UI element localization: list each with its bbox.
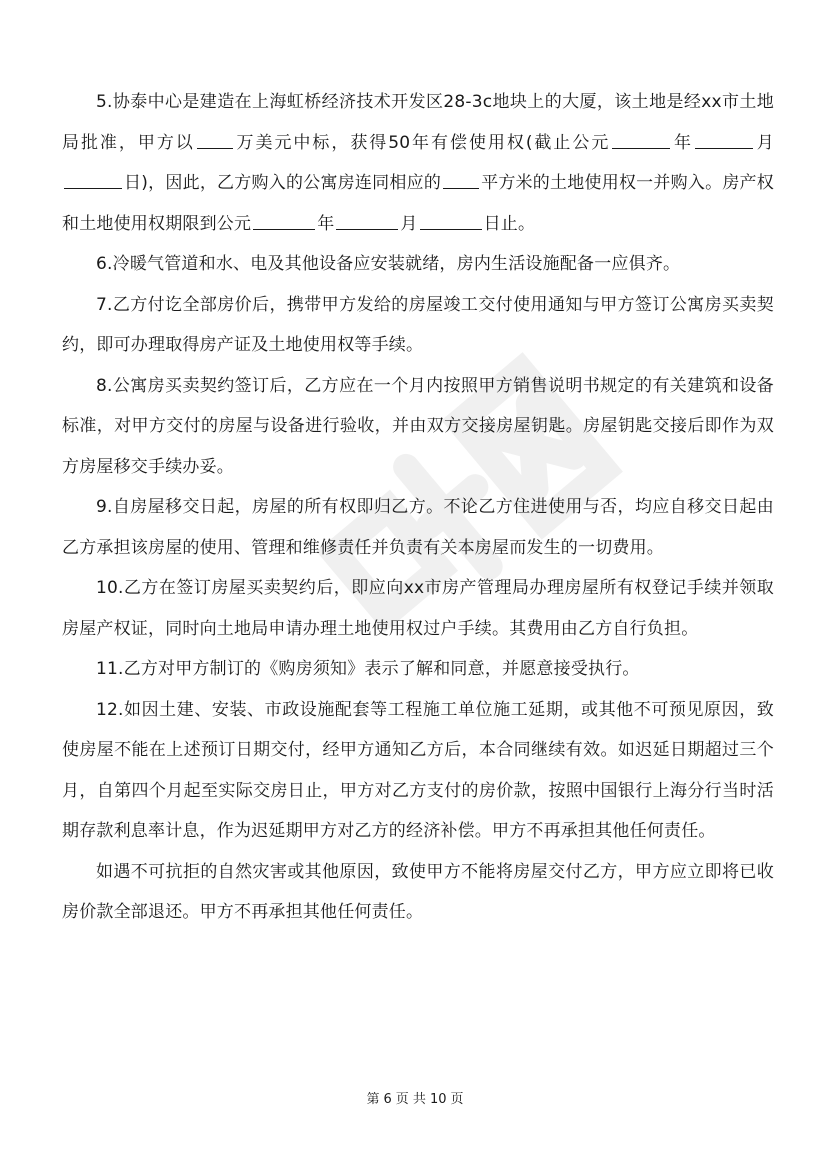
blank-field [695,130,753,149]
blank-field [443,170,479,189]
blank-field [612,130,670,149]
blank-field [253,211,315,230]
clause-5-text-g: 年 [317,213,335,234]
clause-5-text-f: 平方米的土地使用权一并购入。房产权和土地使用权期限到公元 [62,173,774,234]
clause-6: 6.冷暖气管道和水、电及其他设备应安装就绪，房内生活设施配备一应俱齐。 [96,254,681,274]
clause-8: 8.公寓房买卖契约签订后，乙方应在一个月内按照甲方销售说明书规定的有关建筑和设备标准，对甲方交付的房屋与设备进行验收，并由双方交接房屋钥匙。房屋钥匙交接后即作为双方房屋移交手续办妥。 [62,375,774,477]
clause-5-text-a: 5.协泰中心是建造在上海虹桥经济技术开发区28-3c地块上的大厦，该土地是经xx市土地局批准，甲方以 [62,92,774,153]
footer-prefix: 第 [366,1092,380,1107]
clause-5-text-e: 日)，因此，乙方购入的公寓房连同相应的 [124,173,442,193]
clause-9: 9.自房屋移交日起，房屋的所有权即归乙方。不论乙方住进使用与否，均应自移交日起由乙方承担该房屋的使用、管理和维修责任并负责有关本房屋而发生的一切费用。 [62,497,774,558]
footer-middle: 页 共 [395,1092,426,1107]
current-page-number: 6 [383,1092,392,1107]
clause-10: 10.乙方在签订房屋买卖契约后，即应向xx市房产管理局办理房屋所有权登记手续并领取房屋产权证，同时向土地局申请办理土地使用权过户手续。其费用由乙方自行负担。 [62,578,774,639]
total-page-number: 10 [429,1092,447,1107]
blank-field [64,170,122,189]
clause-5-text-h: 月 [400,213,418,234]
clause-7: 7.乙方付讫全部房价后，携带甲方发给的房屋竣工交付使用通知与甲方签订公寓房买卖契约，即可办理取得房产证及土地使用权等手续。 [62,294,774,355]
footer-suffix: 页 [450,1092,464,1107]
clause-5 [62,82,774,244]
force-majeure-clause: 如遇不可抗拒的自然灾害或其他原因，致使甲方不能将房屋交付乙方，甲方应立即将已收房价款全部退还。甲方不再承担其他任何责任。 [62,861,774,922]
clause-5-text-c: 年 [672,132,694,153]
document-body [62,82,774,933]
clause-5-text-b: 万美元中标，获得50年有偿使用权(截止公元 [234,132,611,153]
blank-field [336,211,398,230]
page-footer [0,1088,830,1107]
blank-field [197,130,233,149]
clause-11: 11.乙方对甲方制订的《购房须知》表示了解和同意，并愿意接受执行。 [96,659,640,679]
clause-5-text-i: 日止。 [483,213,536,234]
clause-5-text-d: 月 [755,132,774,153]
clause-12: 12.如因土建、安装、市政设施配套等工程施工单位施工延期，或其他不可预见原因，致使房屋不能在上述预订日期交付，经甲方通知乙方后，本合同继续有效。如迟延日期超过三个月，自第四个月起至实际交房日止，甲方对乙方支付的房价款，按照中国银行上海分行当时活期存款利息率计息，作为迟延期甲方对乙方的经济补偿。甲方不再承担其他任何责任。 [62,699,774,841]
blank-field [420,211,482,230]
